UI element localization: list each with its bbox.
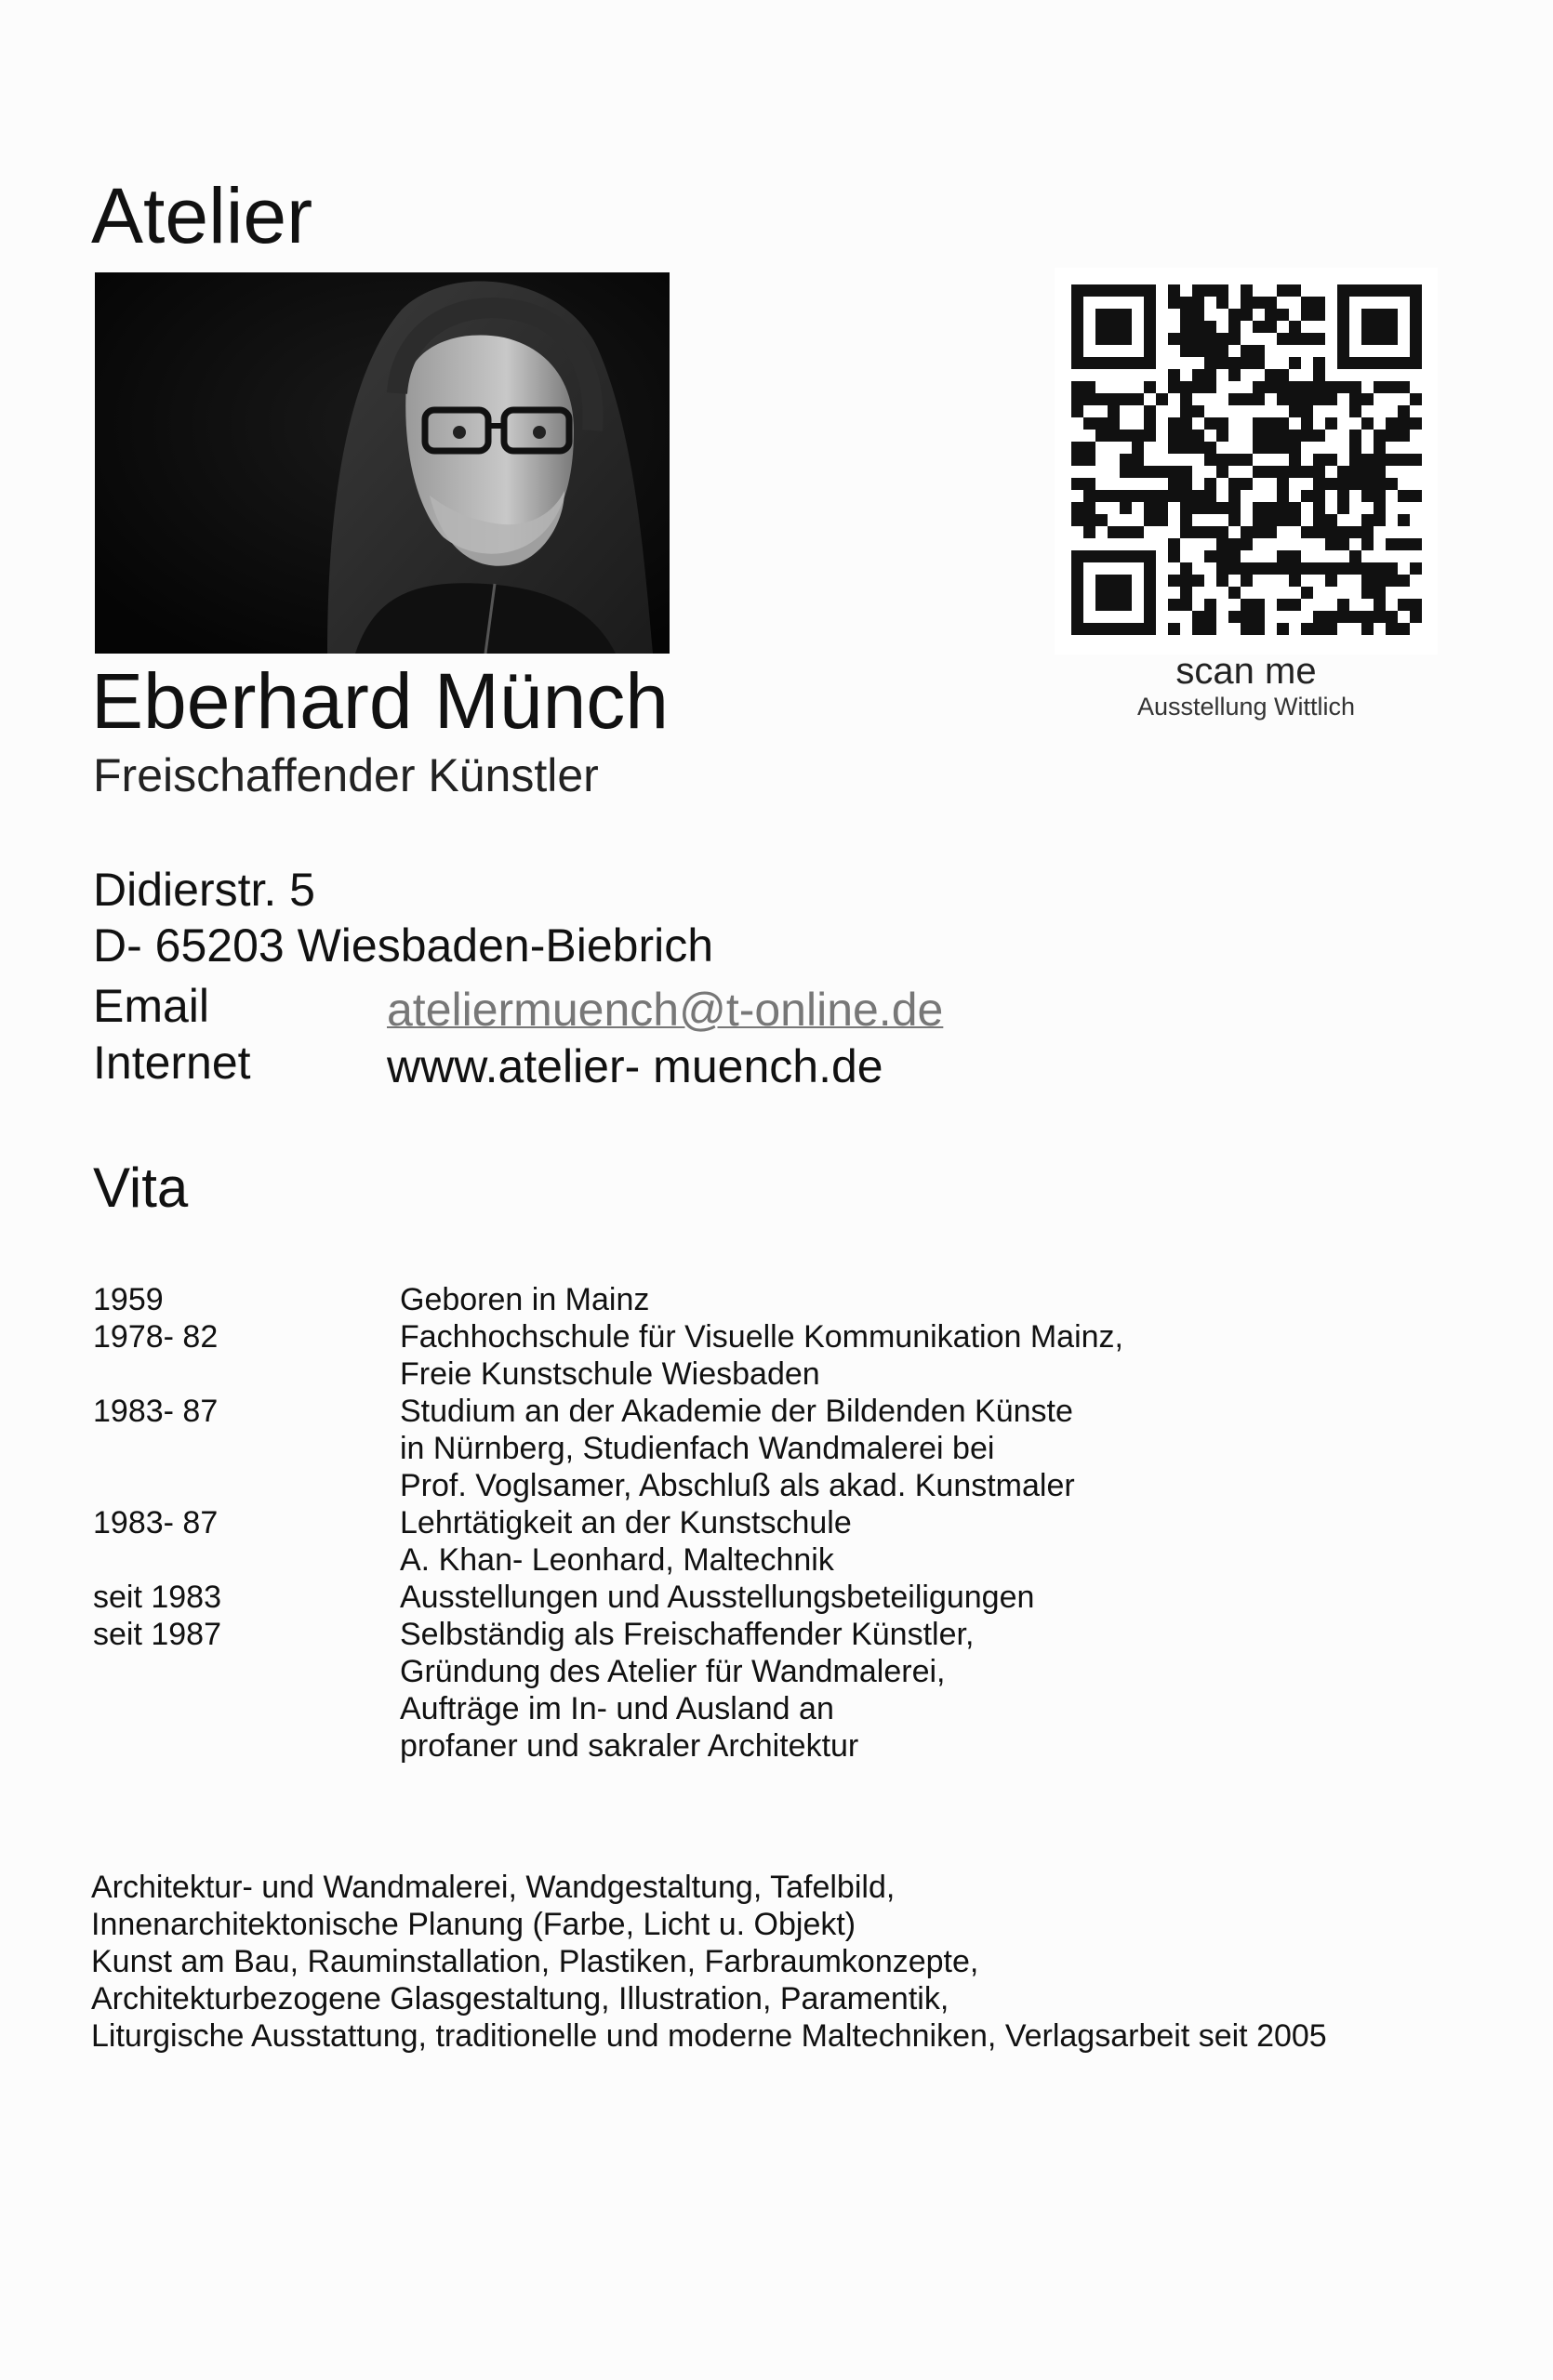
vita-year: 1959	[93, 1282, 164, 1317]
qr-caption: Ausstellung Wittlich	[1136, 693, 1356, 721]
skills-line: Liturgische Ausstattung, traditionelle und moderne Maltechniken, Verlagsarbeit seit 2005	[91, 2018, 1327, 2054]
vita-description-line: profaner und sakraler Architektur	[400, 1728, 859, 1764]
email-label: Email	[93, 980, 210, 1032]
skills-line: Architektur- und Wandmalerei, Wandgestaltung, Tafelbild,	[91, 1870, 896, 1905]
vita-year: 1983- 87	[93, 1505, 219, 1540]
address-street: Didierstr. 5	[93, 864, 315, 916]
internet-label: Internet	[93, 1037, 251, 1089]
vita-description-line: Aufträge im In- und Ausland an	[400, 1691, 834, 1726]
email-link[interactable]: ateliermuench@t-online.de	[387, 984, 944, 1036]
skills-line: Architekturbezogene Glasgestaltung, Illustration, Paramentik,	[91, 1981, 949, 2016]
website-text: www.atelier- muench.de	[387, 1040, 883, 1092]
vita-description-line: Studium an der Akademie der Bildenden Künste	[400, 1394, 1073, 1429]
vita-description-line: Prof. Voglsamer, Abschluß als akad. Kunstmaler	[400, 1468, 1075, 1503]
vita-heading: Vita	[93, 1157, 189, 1219]
vita-year: seit 1983	[93, 1580, 221, 1615]
vita-description-line: A. Khan- Leonhard, Maltechnik	[400, 1542, 834, 1578]
vita-year: seit 1987	[93, 1617, 221, 1652]
qr-code-icon	[1055, 268, 1438, 654]
page-title: Atelier	[91, 172, 313, 259]
vita-description-line: Fachhochschule für Visuelle Kommunikation Mainz,	[400, 1319, 1123, 1355]
vita-year: 1983- 87	[93, 1394, 219, 1429]
vita-description-line: Geboren in Mainz	[400, 1282, 650, 1317]
artist-name: Eberhard Münch	[91, 657, 670, 745]
skills-paragraph	[91, 1869, 1505, 2055]
qr-scan-label: scan me	[1175, 651, 1317, 692]
address-city: D- 65203 Wiesbaden-Biebrich	[93, 919, 714, 972]
vita-description-line: Ausstellungen und Ausstellungsbeteiligungen	[400, 1580, 1035, 1615]
vita-description-line: in Nürnberg, Studienfach Wandmalerei bei	[400, 1431, 995, 1466]
vita-description-line: Selbständig als Freischaffender Künstler,	[400, 1617, 975, 1652]
skills-line: Innenarchitektonische Planung (Farbe, Licht u. Objekt)	[91, 1907, 856, 1942]
artist-title: Freischaffender Künstler	[93, 749, 599, 801]
skills-line: Kunst am Bau, Rauminstallation, Plastiken, Farbraumkonzepte,	[91, 1944, 979, 1979]
artist-portrait-photo	[95, 272, 670, 654]
qr-code[interactable]	[1055, 268, 1438, 654]
portrait-illustration	[95, 272, 670, 654]
vita-description-line: Freie Kunstschule Wiesbaden	[400, 1356, 820, 1392]
vita-year: 1978- 82	[93, 1319, 219, 1355]
vita-description-line: Gründung des Atelier für Wandmalerei,	[400, 1654, 946, 1689]
vita-description-line: Lehrtätigkeit an der Kunstschule	[400, 1505, 852, 1540]
